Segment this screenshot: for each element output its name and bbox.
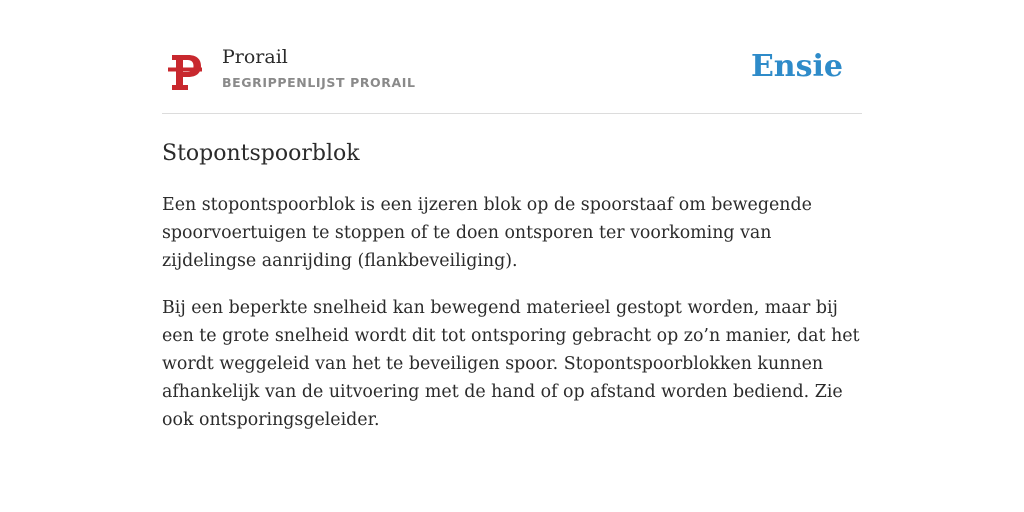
entry-header (162, 40, 862, 114)
organization-name[interactable]: Prorail (222, 46, 288, 68)
definition-paragraph: Een stopontspoorblok is een ijzeren blok op de spoorstaaf om bewegende spoorvoertuigen te stoppen of te doen ontsporen ter voorkoming van zijdelingse aanrijding (flankbeveiliging). (162, 195, 812, 271)
term-title: Stopontspoorblok (162, 141, 360, 166)
ensie-brand-logo[interactable]: Ensie (750, 49, 843, 84)
entry-card (162, 40, 862, 434)
prorail-p-logo-icon[interactable] (168, 53, 202, 91)
glossary-subtitle: BEGRIPPENLIJST PRORAIL (222, 75, 416, 90)
explanation-paragraph: Bij een beperkte snelheid kan bewegend materieel gestopt worden, maar bij een te grote snelheid wordt dit tot ontsporing gebracht op zo’n manier, dat het wordt weggeleid van het te beveiligen spoor. Stopontspoorblokken kunnen afhankelijk van de uitvoering met de hand of op afstand worden bediend. Zie ook ontsporingsgeleider. (162, 298, 860, 430)
